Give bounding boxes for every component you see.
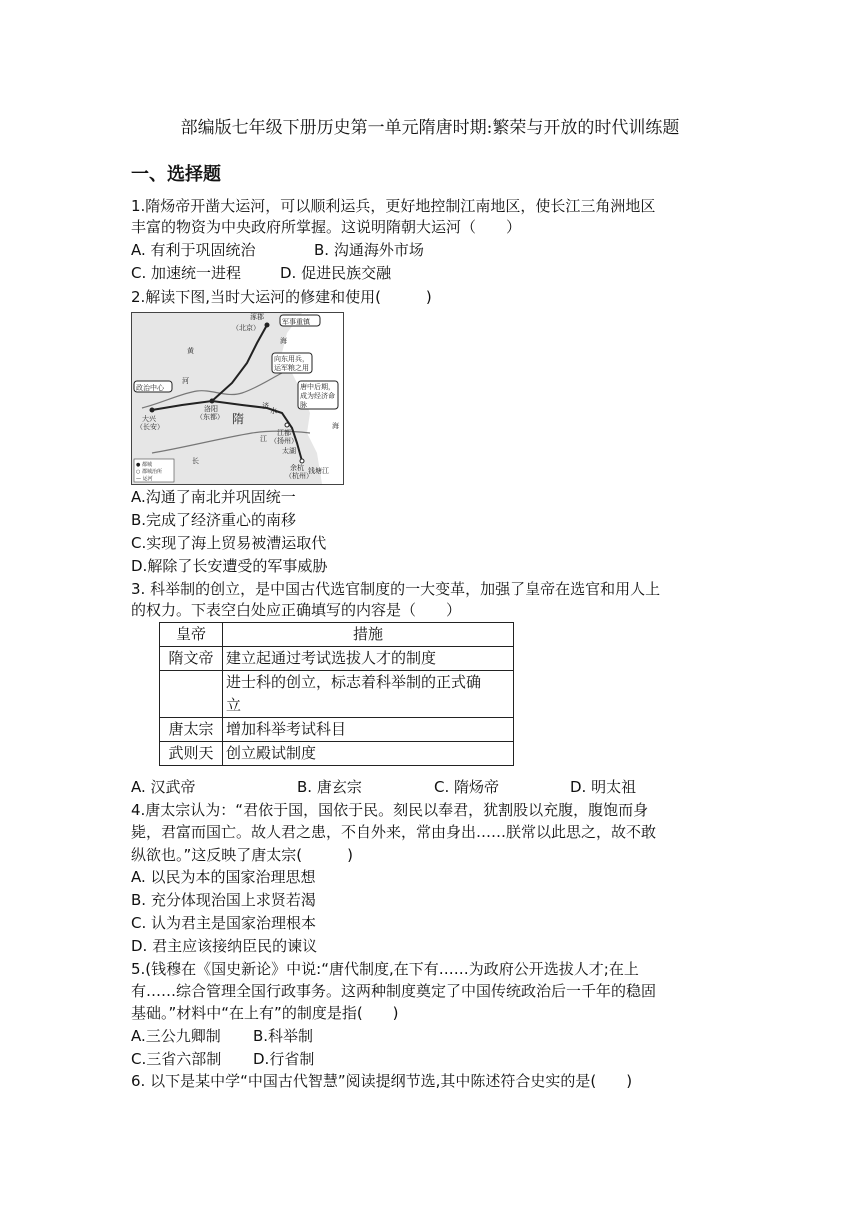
legend-county: ○ 郡城治所 <box>136 469 162 475</box>
luoyang-marker <box>210 399 215 404</box>
table-cell-measure: 创立殿试制度 <box>223 742 514 766</box>
q2-stem: 2.解读下图,当时大运河的修建和使用( ) <box>131 288 432 306</box>
map-label-political: 政治中心 <box>136 384 164 392</box>
map-label-yuhang: 余杭 <box>290 464 304 472</box>
map-label-dongdu: （东都） <box>196 413 224 421</box>
q5-option-c: C.三省六部制 <box>131 1050 222 1068</box>
map-label-beijing: （北京） <box>232 324 260 332</box>
map-label-tang1: 唐中后期， <box>300 383 335 391</box>
map-label-tang3: 脉 <box>300 401 307 409</box>
map-label-luoyang: 洛阳 <box>204 405 218 413</box>
q3-option-d: D. 明太祖 <box>570 778 637 796</box>
map-label-hedong2: 运军粮之用 <box>274 364 309 372</box>
q5-option-b: B.科举制 <box>253 1027 314 1045</box>
table-cell-emperor-blank <box>160 671 223 718</box>
q5-option-a: A.三公九卿制 <box>131 1027 221 1045</box>
canal-north <box>212 325 267 401</box>
q4-option-a: A. 以民为本的国家治理思想 <box>131 868 316 886</box>
map-label-zhuojun: 涿郡 <box>250 313 264 321</box>
q2-option-d: D.解除了长安遭受的军事威胁 <box>131 557 328 575</box>
q2-option-b: B.完成了经济重心的南移 <box>131 511 297 529</box>
q3-option-a: A. 汉武帝 <box>131 778 196 796</box>
map-label-taihu: 太湖 <box>282 447 296 455</box>
map-label-changan: （长安） <box>136 423 164 431</box>
map-label-ji: 济 <box>262 402 269 410</box>
q4-option-c: C. 认为君主是国家治理根本 <box>131 914 317 932</box>
map-label-daxing: 大兴 <box>142 415 156 423</box>
q1-stem-line2: 丰富的物资为中央政府所掌握。这说明隋朝大运河（ ） <box>131 218 522 236</box>
map-label-tang2: 成为经济命 <box>300 392 335 400</box>
table-cell-measure <box>223 671 514 718</box>
map-label-yangzhou: （扬州） <box>270 437 298 445</box>
map-label-jiang: 江 <box>260 435 267 443</box>
table-cell-measure-line2: 立 <box>226 696 242 714</box>
q4-option-d: D. 君主应该接纳臣民的谏议 <box>131 937 318 955</box>
daxing-marker <box>150 408 155 413</box>
map-label-he: 河 <box>182 377 189 385</box>
map-label-hai1: 海 <box>280 337 287 345</box>
map-label-jiangdu: 江都 <box>277 429 291 437</box>
q5-stem-line1: 5.(钱穆在《国史新论》中说:“唐代制度,在下有……为政府公开选拔人才;在上 <box>131 960 639 978</box>
table-cell-measure: 增加科举考试科目 <box>223 718 514 742</box>
yuhang-marker <box>300 459 304 463</box>
q1-option-c: C. 加速统一进程 <box>131 264 242 282</box>
table-row <box>160 742 514 766</box>
table-cell-emperor: 隋文帝 <box>160 647 223 671</box>
q1-stem-line1: 1.隋炀帝开凿大运河，可以顺利运兵，更好地控制江南地区，使长江三角洲地区 <box>131 197 656 215</box>
table-row <box>160 647 514 671</box>
section-heading: 一、选择题 <box>131 164 221 185</box>
q4-stem-line2: 毙，君富而国亡。故人君之患，不自外来，常由身出……朕常以此思之，故不敢 <box>131 823 657 841</box>
q1-option-d: D. 促进民族交融 <box>280 264 392 282</box>
legend-canal: — 运河 <box>136 476 153 482</box>
table-row <box>160 718 514 742</box>
q3-option-c: C. 隋炀帝 <box>434 778 500 796</box>
q1-option-a: A. 有利于巩固统治 <box>131 241 256 259</box>
table-row <box>160 671 514 718</box>
map-label-military: 军事重镇 <box>282 318 310 326</box>
table-cell-measure-line1: 进士科的创立，标志着科举制的正式确 <box>226 673 482 691</box>
jiangdu-marker <box>285 423 289 427</box>
q5-stem-line2: 有……综合管理全国行政事务。这两种制度奠定了中国传统政治后一千年的稳固 <box>131 982 657 1000</box>
q4-stem-line1: 4.唐太宗认为：“君依于国，国依于民。刻民以奉君，犹割股以充腹，腹饱而身 <box>131 801 649 819</box>
q3-stem-line2: 的权力。下表空白处应正确填写的内容是（ ） <box>131 601 462 619</box>
table-cell-emperor: 唐太宗 <box>160 718 223 742</box>
q4-option-b: B. 充分体现治国上求贤若渴 <box>131 891 316 909</box>
q2-option-c: C.实现了海上贸易被漕运取代 <box>131 534 327 552</box>
table-cell-measure: 建立起通过考试选拔人才的制度 <box>223 647 514 671</box>
map-label-hai2: 海 <box>332 422 339 430</box>
map-label-shui: 水 <box>270 407 277 415</box>
map-label-huang: 黄 <box>187 347 194 355</box>
q4-stem-line3: 纵欲也。”这反映了唐太宗( ) <box>131 846 353 864</box>
q3-stem-line1: 3. 科举制的创立，是中国古代选官制度的一大变革，加强了皇帝在选官和用人上 <box>131 580 661 598</box>
table-header-emperor: 皇帝 <box>160 623 223 647</box>
q3-table <box>159 622 514 766</box>
grand-canal-map <box>131 312 344 485</box>
q5-stem-line3: 基础。”材料中“在上有”的制度是指( ) <box>131 1004 399 1022</box>
zhuojun-marker <box>265 323 270 328</box>
map-label-chang: 长 <box>192 457 199 465</box>
map-label-qiantang: 钱塘江 <box>308 467 329 475</box>
table-header-row <box>160 623 514 647</box>
map-label-sui: 隋 <box>232 412 245 426</box>
legend-capital: ● 都城 <box>136 462 152 468</box>
q6-stem-line1: 6. 以下是某中学“中国古代智慧”阅读提纲节选,其中陈述符合史实的是( ) <box>131 1072 633 1090</box>
q1-option-b: B. 沟通海外市场 <box>314 241 424 259</box>
grand-canal-map-svg <box>132 313 343 484</box>
q3-option-b: B. 唐玄宗 <box>297 778 362 796</box>
q5-option-d: D.行省制 <box>253 1050 315 1068</box>
document-title: 部编版七年级下册历史第一单元隋唐时期:繁荣与开放的时代训练题 <box>180 118 680 138</box>
map-label-hangzhou: （杭州） <box>285 472 313 480</box>
map-label-hedong1: 向东用兵， <box>274 355 309 363</box>
table-header-measure: 措施 <box>223 623 514 647</box>
q2-option-a: A.沟通了南北并巩固统一 <box>131 488 296 506</box>
table-cell-emperor: 武则天 <box>160 742 223 766</box>
